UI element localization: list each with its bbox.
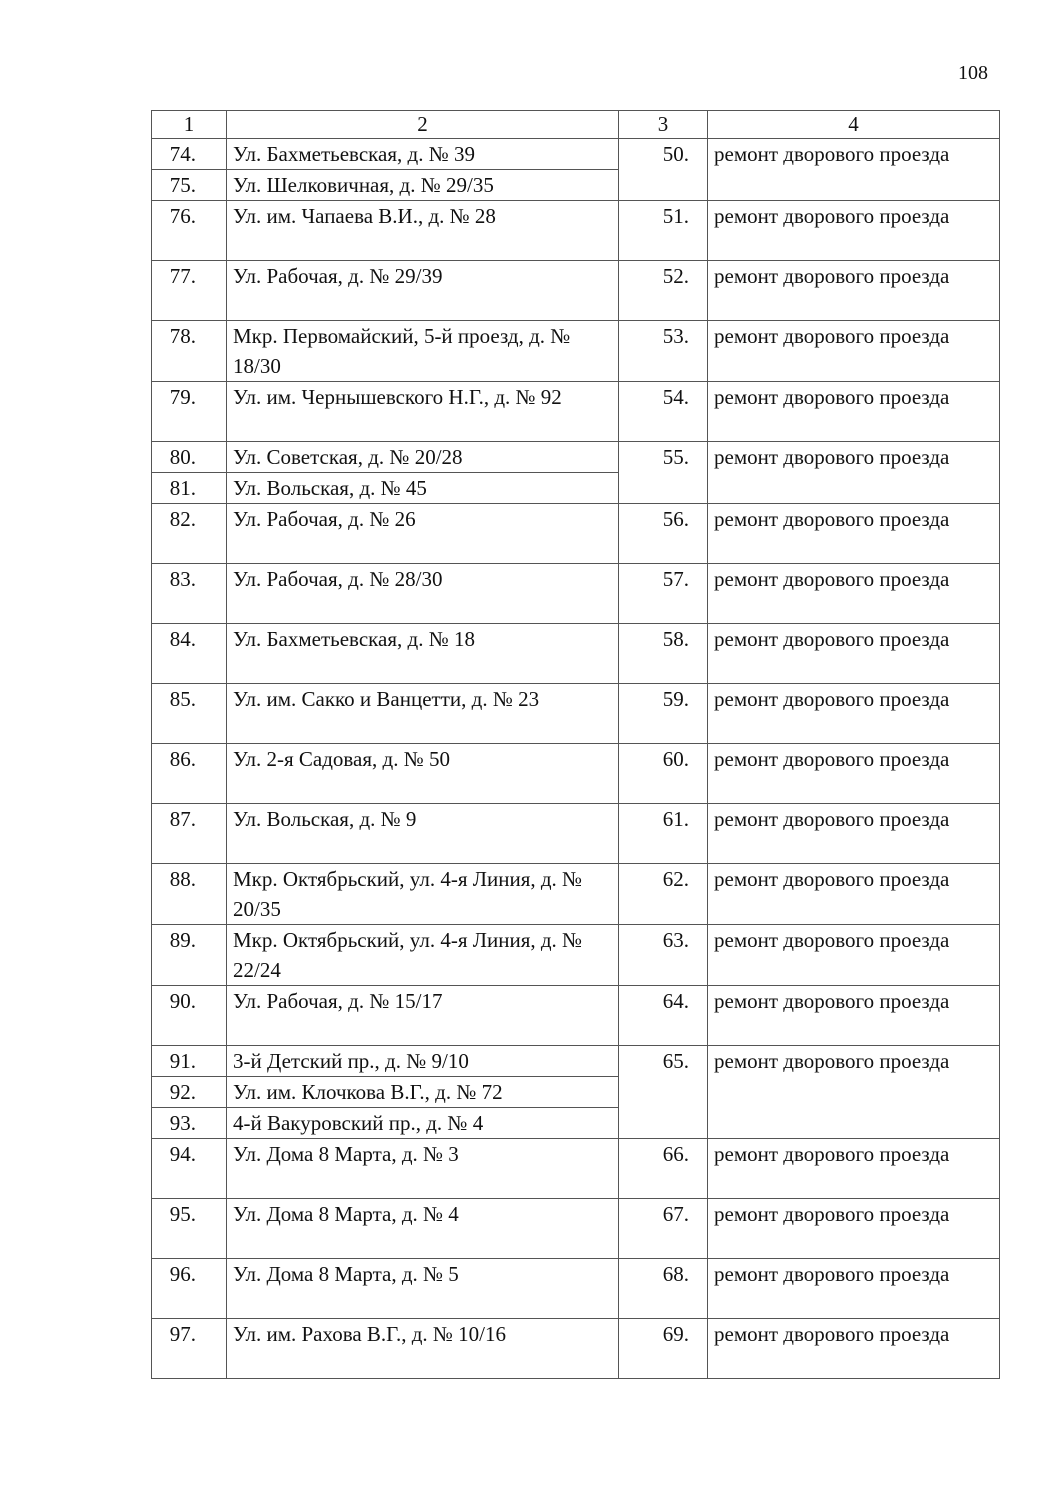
row-number: 90.	[152, 986, 227, 1046]
work-type-cell: ремонт дворового проезда	[708, 564, 1000, 624]
table-row	[152, 1199, 1000, 1259]
work-type-cell: ремонт дворового проезда	[708, 504, 1000, 564]
object-number: 54.	[619, 382, 708, 442]
address-cell: Ул. Рабочая, д. № 29/39	[227, 261, 619, 321]
table-row	[152, 804, 1000, 864]
table-row	[152, 925, 1000, 986]
object-number: 55.	[619, 442, 708, 504]
row-number: 85.	[152, 684, 227, 744]
address-cell: Мкр. Первомайский, 5-й проезд, д. № 18/30	[227, 321, 619, 382]
object-number: 65.	[619, 1046, 708, 1139]
row-number: 87.	[152, 804, 227, 864]
address-cell: Ул. Бахметьевская, д. № 18	[227, 624, 619, 684]
object-number: 50.	[619, 139, 708, 201]
work-type-cell: ремонт дворового проезда	[708, 139, 1000, 201]
address-cell: Ул. им. Рахова В.Г., д. № 10/16	[227, 1319, 619, 1379]
object-number: 57.	[619, 564, 708, 624]
object-number: 64.	[619, 986, 708, 1046]
row-number: 77.	[152, 261, 227, 321]
table-row	[152, 986, 1000, 1046]
work-type-cell: ремонт дворового проезда	[708, 321, 1000, 382]
work-type-cell: ремонт дворового проезда	[708, 864, 1000, 925]
row-number: 92.	[152, 1077, 227, 1108]
work-type-cell: ремонт дворового проезда	[708, 1319, 1000, 1379]
row-number: 82.	[152, 504, 227, 564]
row-number: 97.	[152, 1319, 227, 1379]
table-row	[152, 442, 1000, 473]
address-cell: Ул. Рабочая, д. № 15/17	[227, 986, 619, 1046]
object-number: 59.	[619, 684, 708, 744]
address-cell: Ул. им. Сакко и Ванцетти, д. № 23	[227, 684, 619, 744]
header-col-1: 1	[152, 111, 227, 139]
table-row	[152, 139, 1000, 170]
work-type-cell: ремонт дворового проезда	[708, 624, 1000, 684]
table-row	[152, 1046, 1000, 1077]
row-number: 91.	[152, 1046, 227, 1077]
row-number: 78.	[152, 321, 227, 382]
object-number: 61.	[619, 804, 708, 864]
address-cell: Мкр. Октябрьский, ул. 4-я Линия, д. № 20/35	[227, 864, 619, 925]
table-row	[152, 201, 1000, 261]
address-cell: 3-й Детский пр., д. № 9/10	[227, 1046, 619, 1077]
row-number: 88.	[152, 864, 227, 925]
row-number: 86.	[152, 744, 227, 804]
row-number: 94.	[152, 1139, 227, 1199]
address-cell: 4-й Вакуровский пр., д. № 4	[227, 1108, 619, 1139]
object-number: 66.	[619, 1139, 708, 1199]
address-cell: Ул. Бахметьевская, д. № 39	[227, 139, 619, 170]
row-number: 81.	[152, 473, 227, 504]
address-cell: Ул. Рабочая, д. № 26	[227, 504, 619, 564]
address-cell: Ул. им. Клочкова В.Г., д. № 72	[227, 1077, 619, 1108]
work-type-cell: ремонт дворового проезда	[708, 804, 1000, 864]
table-row	[152, 864, 1000, 925]
work-type-cell: ремонт дворового проезда	[708, 261, 1000, 321]
table-row	[152, 684, 1000, 744]
address-cell: Мкр. Октябрьский, ул. 4-я Линия, д. № 22/24	[227, 925, 619, 986]
object-number: 53.	[619, 321, 708, 382]
table-row	[152, 261, 1000, 321]
row-number: 76.	[152, 201, 227, 261]
work-type-cell: ремонт дворового проезда	[708, 744, 1000, 804]
object-number: 67.	[619, 1199, 708, 1259]
address-cell: Ул. Рабочая, д. № 28/30	[227, 564, 619, 624]
address-cell: Ул. Шелковичная, д. № 29/35	[227, 170, 619, 201]
table-row	[152, 1319, 1000, 1379]
header-col-3: 3	[619, 111, 708, 139]
work-type-cell: ремонт дворового проезда	[708, 1139, 1000, 1199]
address-cell: Ул. Дома 8 Марта, д. № 3	[227, 1139, 619, 1199]
works-table	[151, 110, 1000, 1379]
work-type-cell: ремонт дворового проезда	[708, 925, 1000, 986]
row-number: 79.	[152, 382, 227, 442]
object-number: 60.	[619, 744, 708, 804]
row-number: 74.	[152, 139, 227, 170]
address-cell: Ул. 2-я Садовая, д. № 50	[227, 744, 619, 804]
work-type-cell: ремонт дворового проезда	[708, 201, 1000, 261]
address-cell: Ул. им. Чапаева В.И., д. № 28	[227, 201, 619, 261]
table-row	[152, 624, 1000, 684]
address-cell: Ул. Дома 8 Марта, д. № 4	[227, 1199, 619, 1259]
address-cell: Ул. Дома 8 Марта, д. № 5	[227, 1259, 619, 1319]
row-number: 96.	[152, 1259, 227, 1319]
object-number: 69.	[619, 1319, 708, 1379]
work-type-cell: ремонт дворового проезда	[708, 684, 1000, 744]
work-type-cell: ремонт дворового проезда	[708, 986, 1000, 1046]
table-row	[152, 321, 1000, 382]
object-number: 63.	[619, 925, 708, 986]
row-number: 80.	[152, 442, 227, 473]
header-col-2: 2	[227, 111, 619, 139]
object-number: 62.	[619, 864, 708, 925]
work-type-cell: ремонт дворового проезда	[708, 1199, 1000, 1259]
row-number: 93.	[152, 1108, 227, 1139]
work-type-cell: ремонт дворового проезда	[708, 1259, 1000, 1319]
row-number: 75.	[152, 170, 227, 201]
address-cell: Ул. Вольская, д. № 9	[227, 804, 619, 864]
address-cell: Ул. им. Чернышевского Н.Г., д. № 92	[227, 382, 619, 442]
row-number: 83.	[152, 564, 227, 624]
page-number: 108	[958, 62, 988, 84]
table-row	[152, 504, 1000, 564]
table-row	[152, 1259, 1000, 1319]
work-type-cell: ремонт дворового проезда	[708, 382, 1000, 442]
table-row	[152, 744, 1000, 804]
table-row	[152, 382, 1000, 442]
row-number: 84.	[152, 624, 227, 684]
work-type-cell: ремонт дворового проезда	[708, 1046, 1000, 1139]
row-number: 95.	[152, 1199, 227, 1259]
header-col-4: 4	[708, 111, 1000, 139]
address-cell: Ул. Вольская, д. № 45	[227, 473, 619, 504]
table-header-row	[152, 111, 1000, 139]
work-type-cell: ремонт дворового проезда	[708, 442, 1000, 504]
object-number: 68.	[619, 1259, 708, 1319]
object-number: 51.	[619, 201, 708, 261]
table-row	[152, 564, 1000, 624]
table-row	[152, 1139, 1000, 1199]
address-cell: Ул. Советская, д. № 20/28	[227, 442, 619, 473]
object-number: 58.	[619, 624, 708, 684]
table-body	[152, 111, 1000, 1379]
object-number: 52.	[619, 261, 708, 321]
object-number: 56.	[619, 504, 708, 564]
row-number: 89.	[152, 925, 227, 986]
